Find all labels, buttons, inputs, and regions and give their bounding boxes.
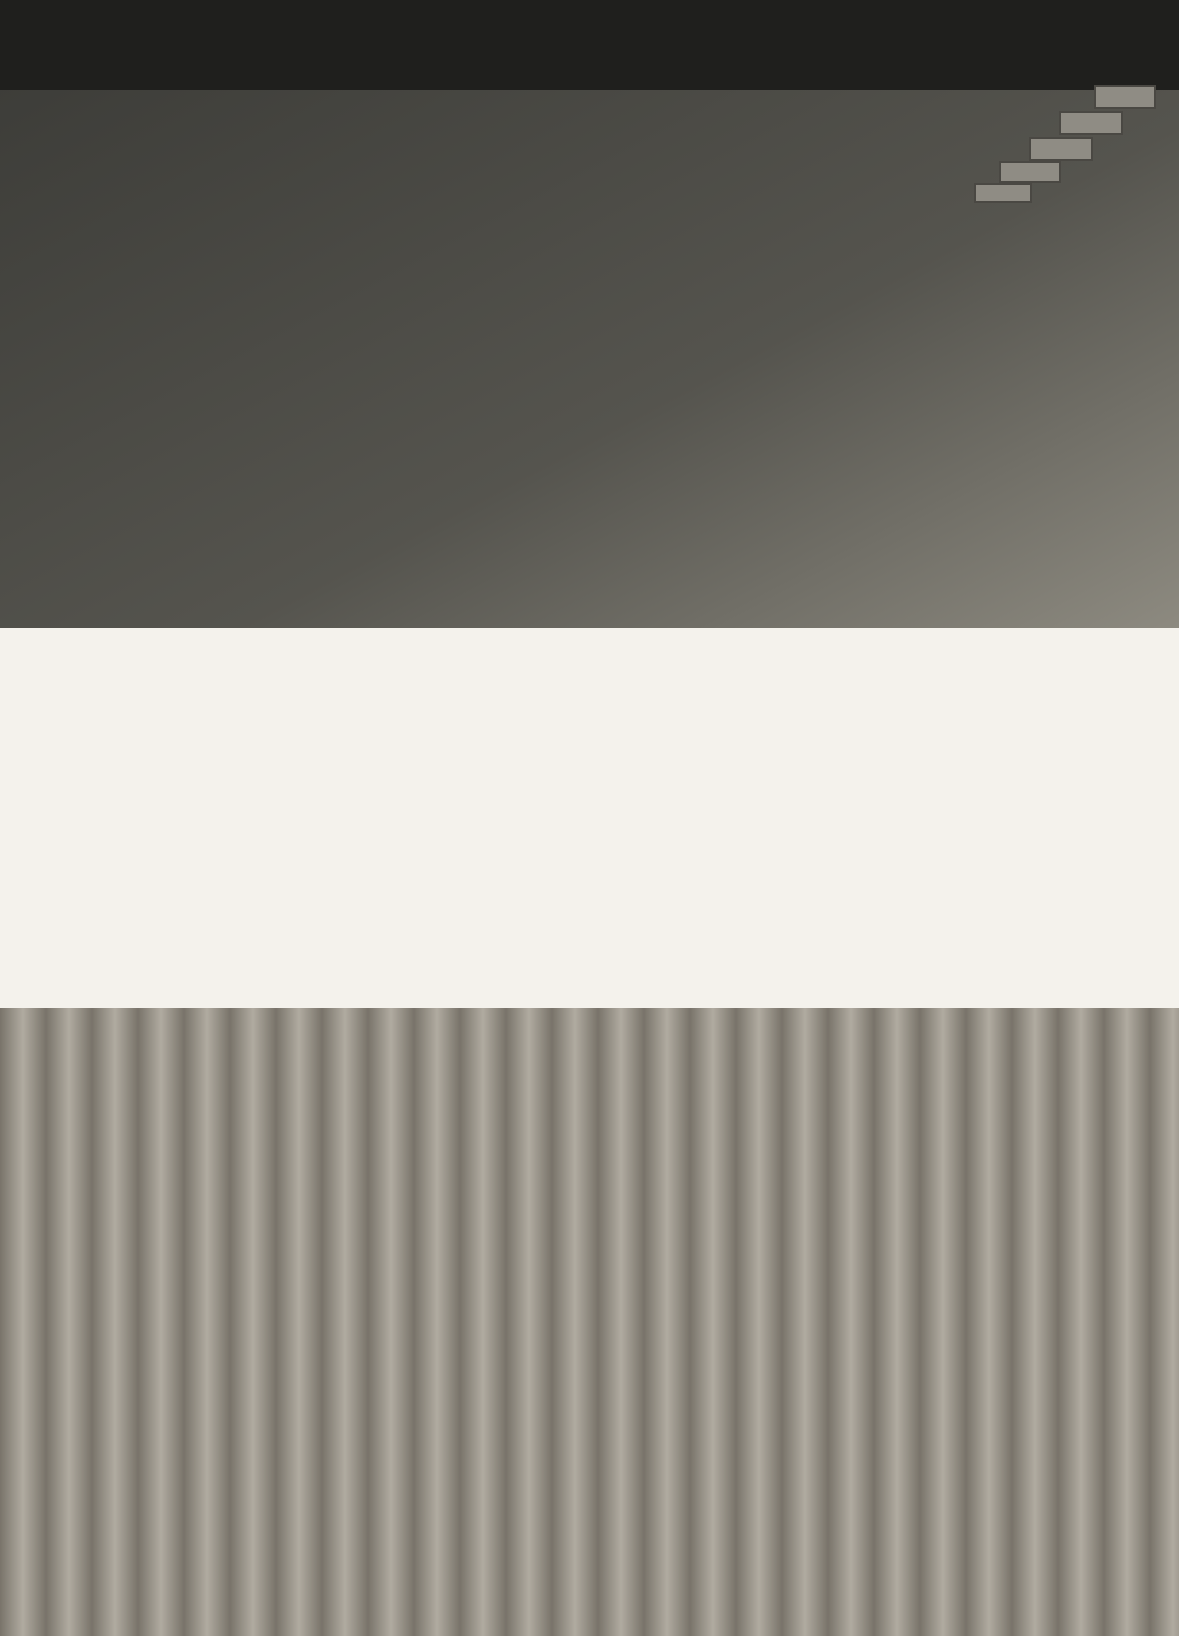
group-photo-illustration	[0, 0, 1179, 628]
rotarians-photo-illustration	[0, 1008, 1179, 1636]
junior-rotarians-photo	[0, 1008, 1179, 1636]
college-entrance-club-photo	[0, 0, 1179, 628]
